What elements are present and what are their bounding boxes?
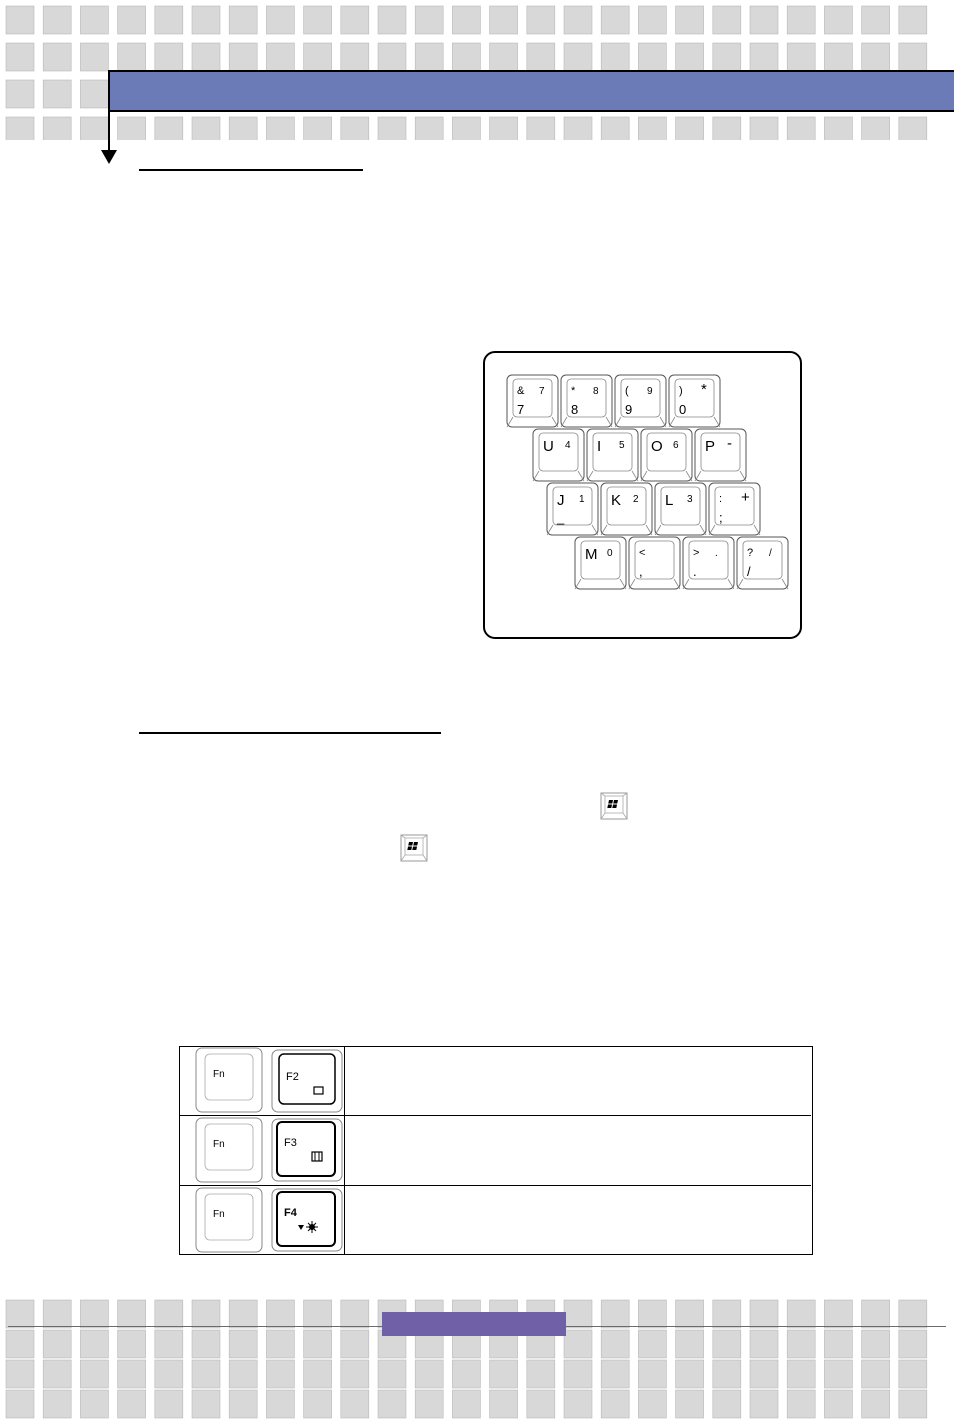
decorative-tile [452,43,480,71]
fn-row-f4 [180,1186,811,1254]
page-number-tab [382,1312,566,1336]
key-top-left-label: : [719,493,723,505]
key-top-left-label: & [517,385,525,397]
decorative-tile [304,1330,332,1358]
decorative-tile [6,1330,34,1358]
decorative-tile [43,1330,71,1358]
decorative-tile [787,117,815,140]
decorative-tile [787,1300,815,1328]
decorative-tile [229,6,257,34]
fn-f3-keys-icon [180,1116,345,1186]
decorative-tile [899,6,927,34]
decorative-tile [824,117,852,140]
decorative-tile [862,117,890,140]
keypad-key [641,429,692,481]
decorative-tile [824,1330,852,1358]
fn-f2-keys-icon [180,1047,345,1116]
decorative-tile [452,117,480,140]
key-top-right-label: 2 [633,494,639,505]
key-bottom-label: , [639,564,643,579]
decorative-tile [229,1330,257,1358]
decorative-tile [155,1390,183,1418]
decorative-tile [452,1390,480,1418]
decorative-tile [899,117,927,140]
decorative-tile [527,1360,555,1388]
keypad-key [695,429,746,481]
key-top-right-label: + [741,489,750,506]
keypad-diagram [485,353,804,641]
key-top-left-label: < [639,547,646,559]
decorative-tile [378,1360,406,1388]
decorative-tile [713,1330,741,1358]
fn-key-label: Fn [213,1069,225,1080]
decorative-tile [229,1360,257,1388]
decorative-tile [676,117,704,140]
fn-row-f2 [180,1047,811,1116]
decorative-tile [118,117,146,140]
key-top-right-label: 7 [539,386,545,397]
decorative-tile [341,117,369,140]
fn-key-label: Fn [213,1209,225,1220]
decorative-tile [601,1390,629,1418]
decorative-tile [6,6,34,34]
key-top-right-label: - [727,435,732,452]
decorative-tile [713,1390,741,1418]
windows-menu-key-icon [398,832,430,869]
decorative-tile [6,43,34,71]
decorative-tile [899,1330,927,1358]
fn-row-keys [180,1047,345,1115]
decorative-tile [6,1390,34,1418]
decorative-tile [601,6,629,34]
decorative-tile [229,1300,257,1328]
decorative-tile [564,1390,592,1418]
decorative-tile [713,117,741,140]
decorative-tile [564,1330,592,1358]
decorative-tile [266,1390,294,1418]
decorative-tile [527,1390,555,1418]
decorative-tile [452,6,480,34]
decorative-tile [43,1300,71,1328]
decorative-tile [43,1390,71,1418]
keypad-key [561,375,612,427]
decorative-tile [490,1360,518,1388]
key-top-right-label: 0 [607,548,613,559]
decorative-tile [490,117,518,140]
decorative-tile [564,43,592,71]
decorative-tile [899,1390,927,1418]
decorative-tile [304,6,332,34]
decorative-tile [638,6,666,34]
decorative-tile [564,1300,592,1328]
decorative-tile [824,1390,852,1418]
decorative-tile [862,1390,890,1418]
keypad-key [683,537,734,589]
decorative-tile [80,1330,108,1358]
decorative-tile [118,1390,146,1418]
decorative-tile [341,1390,369,1418]
decorative-tile [750,1360,778,1388]
keypad-key [533,429,584,481]
fn-row-keys [180,1186,345,1254]
decorative-tile [638,117,666,140]
decorative-tile [304,117,332,140]
key-top-left-label: K [611,492,622,509]
section-heading-underline-keypad [139,169,363,171]
key-top-right-label: 9 [647,386,653,397]
windows-logo-key-icon [598,790,630,827]
decorative-tile [787,1360,815,1388]
decorative-tile [676,1390,704,1418]
decorative-tile [713,6,741,34]
decorative-tile [750,1330,778,1358]
section-heading-underline-windows [139,732,441,734]
decorative-tile [490,6,518,34]
decorative-tile [638,1390,666,1418]
decorative-tile [155,1300,183,1328]
decorative-tile [490,1390,518,1418]
decorative-tile [415,1390,443,1418]
key-top-left-label: O [651,438,663,455]
decorative-tile [192,1330,220,1358]
decorative-tile [341,1300,369,1328]
decorative-tile [527,117,555,140]
decorative-tile [192,6,220,34]
decorative-tile [415,43,443,71]
key-bottom-label: . [693,564,697,579]
decorative-tile [6,80,34,108]
keypad-key [547,483,598,535]
decorative-tile [824,43,852,71]
decorative-tile [676,6,704,34]
down-arrow-icon [101,150,117,164]
decorative-tile [713,1300,741,1328]
decorative-tile [266,1360,294,1388]
decorative-tile [80,1390,108,1418]
decorative-tile [192,43,220,71]
decorative-tile [862,43,890,71]
key-bottom-label: 8 [571,402,579,417]
decorative-tile [118,1330,146,1358]
f4-key-label: F4 [284,1207,297,1219]
decorative-tile [266,43,294,71]
decorative-tile [192,117,220,140]
keypad-key [575,537,626,589]
keypad-key [587,429,638,481]
decorative-tile [899,43,927,71]
decorative-tile [192,1300,220,1328]
decorative-tile [601,1360,629,1388]
key-top-left-label: J [557,492,565,509]
decorative-tile [750,6,778,34]
key-top-left-label: I [597,438,602,455]
decorative-tile [6,1300,34,1328]
key-bottom-label: ; [719,510,723,525]
decorative-tile [750,43,778,71]
key-top-left-label: ? [747,547,754,559]
decorative-tile [341,1330,369,1358]
decorative-tile [6,117,34,140]
decorative-tile [80,117,108,140]
key-top-left-label: M [585,546,598,563]
decorative-tile [787,6,815,34]
decorative-tile [266,1300,294,1328]
decorative-tile [527,43,555,71]
decorative-tile [676,1300,704,1328]
decorative-tile [80,80,108,108]
fn-row-description [350,1186,811,1254]
decorative-tile [378,6,406,34]
key-top-left-label: U [543,438,554,455]
key-top-right-label: * [701,381,707,398]
decorative-tile [787,1330,815,1358]
decorative-tile [341,43,369,71]
decorative-tile [378,1390,406,1418]
fn-row-description [350,1047,811,1115]
key-top-right-label: . [715,548,718,559]
decorative-tile [415,1360,443,1388]
decorative-tile [527,6,555,34]
fn-f4-keys-icon [180,1186,345,1254]
decorative-tile [415,6,443,34]
key-top-right-label: 8 [593,386,599,397]
decorative-tile [378,117,406,140]
decorative-tile [43,6,71,34]
decorative-tile [564,6,592,34]
decorative-tile [118,43,146,71]
key-bottom-label: / [747,564,751,579]
key-bottom-label: 7 [517,402,525,417]
key-top-right-label: 5 [619,440,625,451]
decorative-tile [862,1360,890,1388]
key-bottom-label: _ [557,510,565,525]
key-top-right-label: 1 [579,494,585,505]
decorative-tile [638,43,666,71]
decorative-tile [155,43,183,71]
decorative-tile [155,117,183,140]
decorative-tile [899,1360,927,1388]
decorative-tile [862,6,890,34]
key-top-left-label: ) [679,385,683,397]
key-bottom-label: 9 [625,402,633,417]
decorative-tile [6,1360,34,1388]
decorative-tile [862,1330,890,1358]
decorative-tile [229,43,257,71]
decorative-tile [80,6,108,34]
key-top-right-label: / [769,548,772,559]
decorative-tile [862,1300,890,1328]
decorative-tile [676,43,704,71]
decorative-tile [80,1300,108,1328]
decorative-tile [676,1330,704,1358]
key-top-left-label: P [705,438,716,455]
header-bar [108,70,954,112]
decorative-tile [341,1360,369,1388]
decorative-tile [824,1360,852,1388]
decorative-tile [824,1300,852,1328]
decorative-tile [601,117,629,140]
decorative-tile [601,1330,629,1358]
decorative-tile [452,1360,480,1388]
decorative-tile [118,6,146,34]
fn-key-label: Fn [213,1139,225,1150]
decorative-tile [490,43,518,71]
decorative-tile [787,1390,815,1418]
decorative-tile [564,117,592,140]
decorative-tile [266,117,294,140]
decorative-tile [266,1330,294,1358]
header-vertical-rule [108,70,110,152]
fn-row-keys [180,1116,345,1185]
decorative-tile [304,1360,332,1388]
key-top-left-label: L [665,492,674,509]
decorative-tile [750,1300,778,1328]
key-bottom-label: 0 [679,402,687,417]
keypad-key [709,483,760,535]
decorative-tile [192,1360,220,1388]
decorative-tile [155,1330,183,1358]
decorative-tile [229,1390,257,1418]
decorative-tile [229,117,257,140]
decorative-tile [750,117,778,140]
decorative-tile [601,43,629,71]
keypad-key [615,375,666,427]
f2-key-label: F2 [286,1071,299,1083]
decorative-tile [601,1300,629,1328]
decorative-tile [750,1390,778,1418]
decorative-tile [787,43,815,71]
decorative-tile [192,1390,220,1418]
decorative-tile [713,1360,741,1388]
decorative-tile [899,1300,927,1328]
decorative-tile [304,43,332,71]
decorative-tile [378,43,406,71]
keypad-key [655,483,706,535]
key-top-left-label: > [693,547,700,559]
decorative-tile [676,1360,704,1388]
keypad-key [629,537,680,589]
decorative-tile [80,1360,108,1388]
decorative-tile [80,43,108,71]
decorative-tile [155,6,183,34]
decorative-tile [43,1360,71,1388]
decorative-tile [564,1360,592,1388]
decorative-tile [638,1330,666,1358]
decorative-tile [155,1360,183,1388]
fn-hotkey-table [179,1046,813,1255]
decorative-tile [341,6,369,34]
decorative-tile [304,1390,332,1418]
decorative-tile [43,117,71,140]
decorative-tile [118,1300,146,1328]
key-top-left-label: ( [625,385,629,397]
keypad-key [601,483,652,535]
decorative-tile [415,117,443,140]
key-top-left-label: * [571,385,576,397]
keypad-key [669,375,720,427]
decorative-tile [43,80,71,108]
key-top-right-label: 3 [687,494,693,505]
decorative-tile [266,6,294,34]
decorative-tile [43,43,71,71]
keypad-key [507,375,558,427]
decorative-tile [118,1360,146,1388]
decorative-tile [713,43,741,71]
f3-key-label: F3 [284,1137,297,1149]
decorative-tile [824,6,852,34]
key-top-right-label: 6 [673,440,679,451]
fn-row-f3 [180,1116,811,1186]
embedded-keypad-figure [483,351,802,639]
fn-row-description [350,1116,811,1185]
key-top-right-label: 4 [565,440,571,451]
decorative-tile [638,1360,666,1388]
decorative-tile [638,1300,666,1328]
keypad-key [737,537,788,589]
decorative-tile [304,1300,332,1328]
